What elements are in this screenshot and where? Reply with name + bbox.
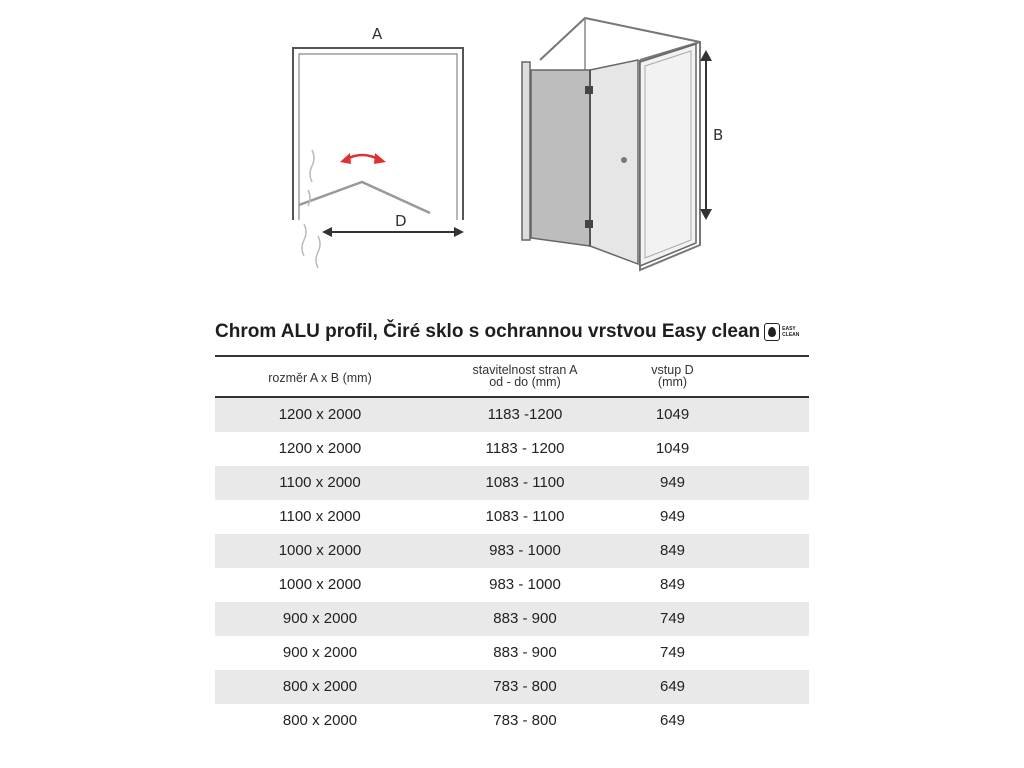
cell-size: 800 x 2000 [282, 712, 358, 729]
cell-range: 1083 - 1100 [485, 474, 565, 491]
shower-diagrams [0, 0, 1024, 290]
header-size: rozměr A x B (mm) [268, 371, 372, 385]
table-row [215, 432, 809, 466]
badge-line-1: EASY [782, 326, 796, 332]
table-row [215, 466, 809, 500]
cell-entry: 749 [659, 644, 686, 661]
table-row [215, 636, 809, 670]
table-row [215, 704, 809, 738]
cell-range: 983 - 1000 [489, 576, 561, 593]
cell-entry: 749 [659, 610, 686, 627]
label-a: A [372, 25, 383, 43]
cell-size: 900 x 2000 [282, 610, 358, 627]
perspective-diagram [522, 18, 723, 270]
cell-size: 1100 x 2000 [279, 508, 361, 525]
label-d: D [395, 212, 407, 230]
dimensions-table [215, 355, 809, 738]
header-entry-line-2: (mm) [657, 375, 688, 389]
table-row [215, 534, 809, 568]
cell-range: 1183 -1200 [487, 406, 563, 423]
water-icon [302, 150, 320, 268]
cell-range: 983 - 1000 [489, 542, 561, 559]
cell-range: 1083 - 1100 [485, 508, 565, 525]
header-range-line-2: od - do (mm) [489, 375, 561, 389]
header-entry [635, 364, 710, 388]
cell-size: 800 x 2000 [282, 678, 358, 695]
cell-size: 1200 x 2000 [278, 440, 362, 457]
cell-entry: 1049 [655, 406, 690, 423]
cell-entry: 649 [659, 678, 686, 695]
cell-entry: 649 [659, 712, 686, 729]
table-row [215, 500, 809, 534]
cell-size: 1000 x 2000 [278, 542, 362, 559]
badge-line-2: CLEAN [782, 332, 800, 338]
table-row [215, 398, 809, 432]
table-title [215, 321, 799, 343]
dimension-b-arrow [700, 50, 712, 220]
header-entry-line-1: vstup D [651, 363, 694, 377]
table-row [215, 602, 809, 636]
label-b: B [713, 126, 724, 144]
cell-range: 883 - 900 [493, 610, 557, 627]
cell-size: 1200 x 2000 [278, 406, 362, 423]
cell-range: 783 - 800 [493, 712, 557, 729]
cell-entry: 849 [659, 576, 686, 593]
table-row [215, 670, 809, 704]
cell-range: 1183 - 1200 [485, 440, 565, 457]
easy-clean-badge [764, 323, 799, 341]
cell-entry: 949 [659, 474, 686, 491]
cell-size: 1000 x 2000 [278, 576, 362, 593]
cell-range: 883 - 900 [493, 644, 557, 661]
cell-range: 783 - 800 [493, 678, 557, 695]
title-text: Chrom ALU profil, Čiré sklo s ochrannou vrstvou Easy clean [215, 321, 761, 342]
table-row [215, 568, 809, 602]
cell-entry: 949 [659, 508, 686, 525]
header-range-line-1: stavitelnost stran A [472, 363, 578, 377]
dimension-d-arrow [322, 227, 464, 237]
cell-size: 1100 x 2000 [279, 474, 361, 491]
header-range [445, 364, 605, 388]
swing-arrow-icon [340, 153, 386, 164]
easy-clean-drop-icon [764, 323, 780, 341]
table-header [215, 357, 809, 396]
cell-entry: 849 [659, 542, 686, 559]
cell-size: 900 x 2000 [282, 644, 358, 661]
cell-entry: 1049 [655, 440, 690, 457]
top-view-diagram [293, 25, 464, 268]
table-body [215, 398, 809, 738]
